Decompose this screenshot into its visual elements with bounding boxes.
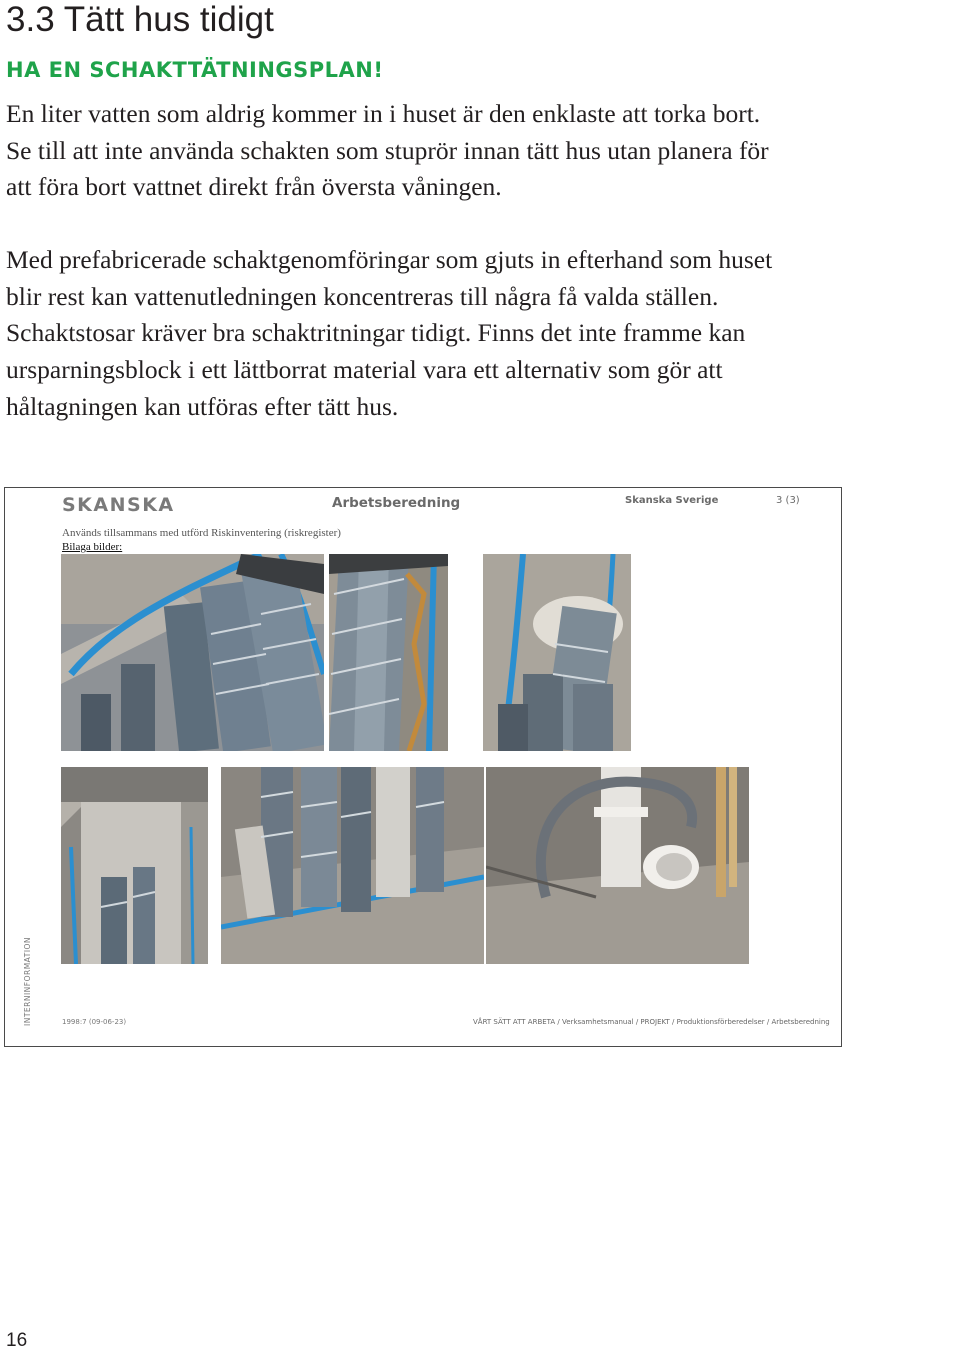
document-date: 1998:7 (09-06-23) xyxy=(62,1018,127,1026)
photo-ducts-floor xyxy=(221,767,484,964)
photo-ducts-corner xyxy=(61,767,208,964)
paragraph-2-line: Med prefabricerade schaktgenomföringar som gjuts in efterhand som huset xyxy=(6,245,773,274)
section-subheading: HA EN SCHAKTTÄTNINGSPLAN! xyxy=(6,58,384,82)
document-title: Arbetsberedning xyxy=(332,495,461,511)
photo-plastic-pipes xyxy=(486,767,749,964)
paragraph-1-line: att föra bort vattnet direkt från översta våningen. xyxy=(6,172,502,202)
paragraph-1-line: En liter vatten som aldrig kommer in i huset är den enklaste att torka bort. xyxy=(6,99,761,128)
embedded-document xyxy=(4,487,842,1047)
skanska-logo: SKANSKA xyxy=(62,494,175,516)
document-path: VÅRT SÄTT ATT ARBETA / Verksamhetsmanual / PROJEKT / Produktionsförberedelser / Arbetsberedning xyxy=(473,1018,830,1026)
paragraph-2-line: ursparningsblock i ett lättborrat material vara ett alternativ som gör att xyxy=(6,355,723,385)
paragraph-2-line: Schaktstosar kräver bra schaktritningar tidigt. Finns det inte framme kan xyxy=(6,318,746,348)
document-page-indicator: 3 (3) xyxy=(776,495,800,506)
attachment-label: Bilaga bilder: xyxy=(62,541,123,553)
page-heading: 3.3 Tätt hus tidigt xyxy=(6,0,274,39)
document-note: Används tillsammans med utförd Riskinventering (riskregister) xyxy=(62,527,341,539)
photo-ducts-shaft-2 xyxy=(329,554,448,751)
document-side-label: INTERNINFORMATION xyxy=(23,936,32,1026)
photo-ducts-opening xyxy=(483,554,631,751)
paragraph-2-line: håltagningen kan utföras efter tätt hus. xyxy=(6,391,399,421)
paragraph-1 xyxy=(6,96,906,206)
paragraph-2-line: blir rest kan vattenutledningen koncentreras till några få valda ställen. xyxy=(6,281,719,311)
photo-ducts-shaft-1 xyxy=(61,554,324,751)
paragraph-1-line: Se till att inte använda schakten som stuprör innan tätt hus utan planera för xyxy=(6,135,769,165)
page-number: 16 xyxy=(6,1330,28,1351)
paragraph-2 xyxy=(6,242,906,426)
document-company: Skanska Sverige xyxy=(625,495,719,506)
